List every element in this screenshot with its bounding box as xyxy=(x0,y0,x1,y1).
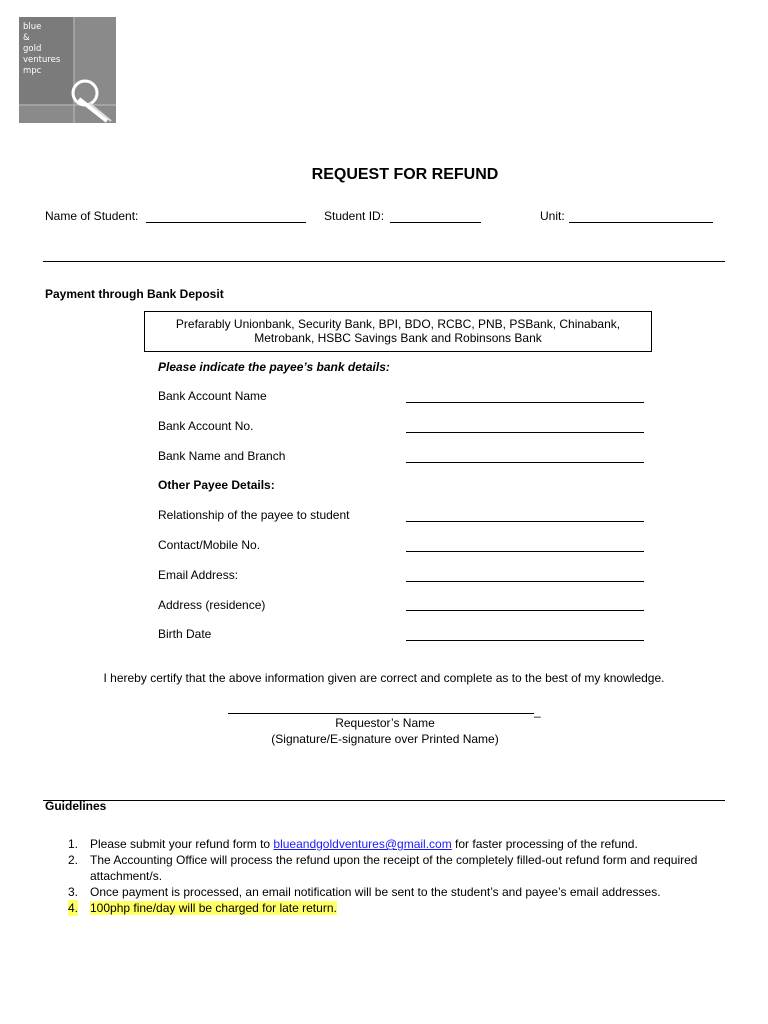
birth-date-field[interactable] xyxy=(406,640,644,641)
bank-name-branch-label: Bank Name and Branch xyxy=(158,449,286,463)
bank-account-no-field[interactable] xyxy=(406,432,644,433)
certification-text: I hereby certify that the above information given are correct and complete as to the best of my knowledge. xyxy=(103,671,665,685)
bank-account-name-field[interactable] xyxy=(406,402,644,403)
form-title: REQUEST FOR REFUND xyxy=(311,166,499,183)
student-name-field[interactable] xyxy=(146,222,306,223)
logo-line: gold xyxy=(23,44,42,54)
email-link[interactable]: blueandgoldventures@gmail.com xyxy=(273,837,452,851)
bank-list-line: Metrobank, HSBC Savings Bank and Robinsons Bank xyxy=(254,331,542,345)
email-address-label: Email Address: xyxy=(158,568,239,582)
logo-ring-icon xyxy=(19,17,116,123)
email-address-field[interactable] xyxy=(406,581,644,582)
company-logo xyxy=(19,17,116,123)
logo-line: ventures xyxy=(23,55,61,65)
bank-account-name-label: Bank Account Name xyxy=(158,389,267,403)
bank-details-instruction: Please indicate the payee’s bank details: xyxy=(158,360,390,374)
guidelines-heading: Guidelines xyxy=(45,799,107,813)
guideline-item xyxy=(68,884,708,900)
guideline-item xyxy=(68,900,708,916)
guidelines-divider xyxy=(43,800,725,801)
guidelines-list xyxy=(68,836,708,916)
signature-line-tail: _ xyxy=(534,704,541,718)
contact-mobile-field[interactable] xyxy=(406,551,644,552)
contact-mobile-label: Contact/Mobile No. xyxy=(158,538,261,552)
bank-list-box xyxy=(144,311,652,352)
student-name-label: Name of Student: xyxy=(45,209,139,223)
student-id-field[interactable] xyxy=(390,222,481,223)
relationship-field[interactable] xyxy=(406,521,644,522)
guideline-number: 1. xyxy=(68,837,79,851)
bank-list-line: Prefarably Unionbank, Security Bank, BPI, BDO, RCBC, PNB, PSBank, Chinabank, xyxy=(175,317,621,331)
logo-line: & xyxy=(23,33,30,43)
birth-date-label: Birth Date xyxy=(158,627,212,641)
relationship-label: Relationship of the payee to student xyxy=(158,508,350,522)
guideline-item xyxy=(68,852,708,884)
signature-line[interactable] xyxy=(228,713,534,714)
logo-line: mpc xyxy=(23,66,42,76)
requestor-name-label: Requestor’s Name xyxy=(335,716,435,730)
bank-name-branch-field[interactable] xyxy=(406,462,644,463)
address-label: Address (residence) xyxy=(158,598,266,612)
guideline-text: for faster processing of the refund. xyxy=(451,837,638,851)
guideline-text-highlighted: 100php fine/day will be charged for late return. xyxy=(90,901,337,915)
address-field[interactable] xyxy=(406,610,644,611)
guideline-number: 2. xyxy=(68,853,79,867)
guideline-number: 3. xyxy=(68,885,79,899)
logo-line: blue xyxy=(23,22,42,32)
guideline-text: Once payment is processed, an email notification will be sent to the student’s and payee’s email addresses. xyxy=(90,885,661,899)
other-payee-heading: Other Payee Details: xyxy=(158,478,275,492)
bank-account-no-label: Bank Account No. xyxy=(158,419,254,433)
guideline-text: Please submit your refund form to xyxy=(90,837,274,851)
guideline-item xyxy=(68,836,708,852)
guideline-number: 4. xyxy=(68,901,79,915)
payment-heading: Payment through Bank Deposit xyxy=(45,287,224,301)
unit-label: Unit: xyxy=(540,209,565,223)
guideline-text: The Accounting Office will process the refund upon the receipt of the completely filled-out refund form and required attachment/s. xyxy=(90,853,698,883)
student-id-label: Student ID: xyxy=(324,209,385,223)
divider xyxy=(43,261,725,262)
signature-note: (Signature/E-signature over Printed Name) xyxy=(271,732,499,746)
unit-field[interactable] xyxy=(569,222,713,223)
